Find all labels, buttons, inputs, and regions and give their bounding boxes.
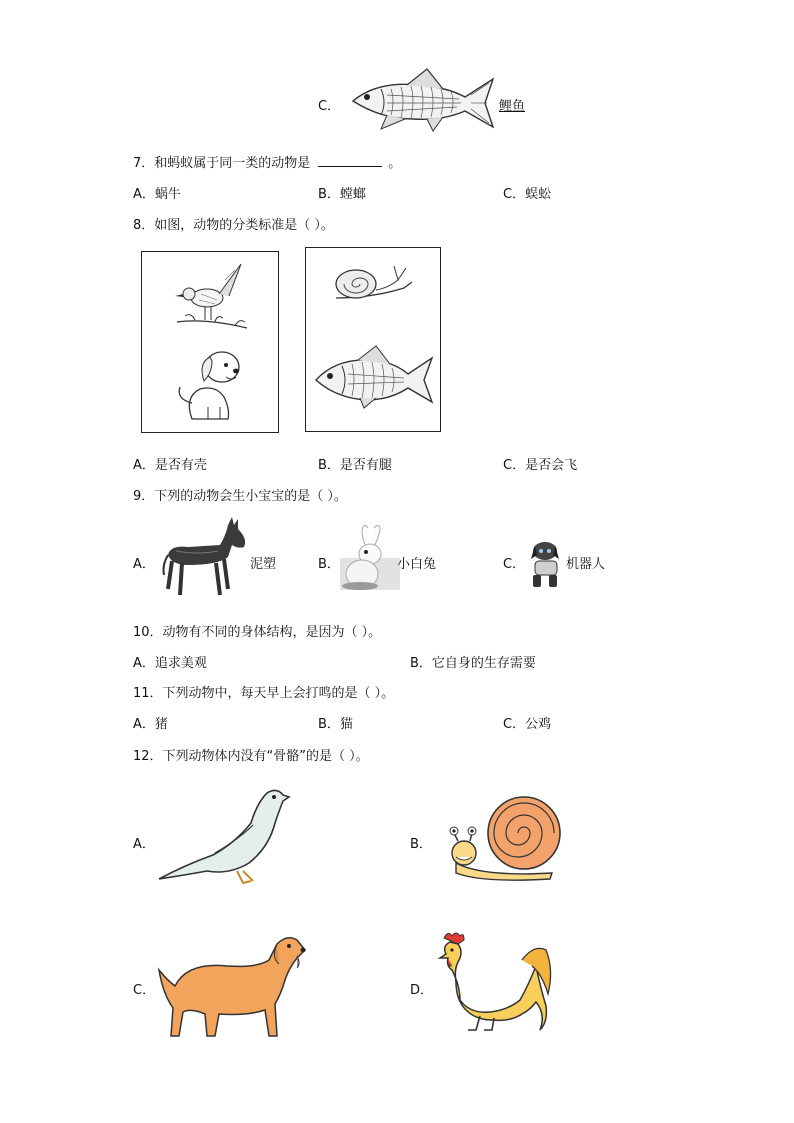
q9-option-b-label: 小白兔 — [397, 557, 437, 572]
q10-option-b[interactable]: B．它自身的生存需要 — [410, 656, 536, 671]
q11-option-c[interactable]: C．公鸡 — [503, 717, 552, 732]
fish-icon — [312, 346, 434, 410]
q12-option-b-letter[interactable]: B． — [410, 837, 432, 852]
robot-dog-icon — [525, 539, 565, 589]
q8-option-b[interactable]: B．是否有腿 — [318, 458, 392, 473]
q9-option-b-letter[interactable]: B． — [318, 557, 340, 572]
question-12: 12．下列动物体内没有“骨骼”的是（ ）。 — [133, 749, 369, 764]
puppy-icon — [170, 343, 250, 423]
q8-option-a[interactable]: A．是否有壳 — [133, 458, 207, 473]
q9-option-a-letter[interactable]: A． — [133, 557, 155, 572]
question-end: 。 — [388, 156, 402, 171]
rooster-icon — [436, 930, 556, 1034]
pigeon-icon — [155, 783, 295, 887]
q7-option-c[interactable]: C．蜈蚣 — [503, 187, 552, 202]
golden-dog-icon — [157, 924, 307, 1044]
question-8: 8．如图，动物的分类标准是（ ）。 — [133, 218, 334, 233]
question-7 — [133, 152, 401, 171]
option-letter: C． — [318, 99, 341, 114]
question-stem: 7．和蚂蚁属于同一类的动物是 — [133, 156, 311, 171]
clay-donkey-icon — [158, 515, 248, 601]
bird-on-branch-icon — [165, 260, 255, 340]
answer-blank[interactable] — [318, 154, 382, 167]
q12-option-c-letter[interactable]: C． — [133, 983, 156, 998]
question-9: 9．下列的动物会生小宝宝的是（ ）。 — [133, 489, 347, 504]
q12-option-a-letter[interactable]: A． — [133, 837, 155, 852]
white-rabbit-icon — [340, 524, 400, 590]
q11-option-a[interactable]: A．猪 — [133, 717, 168, 732]
question-10: 10．动物有不同的身体结构，是因为（ ）。 — [133, 625, 382, 640]
option-label: 鲤鱼 — [499, 99, 526, 114]
q7-option-b[interactable]: B．螳螂 — [318, 187, 366, 202]
carp-fish-icon — [347, 67, 497, 132]
q12-option-d-letter[interactable]: D． — [410, 983, 434, 998]
q11-option-b[interactable]: B．猫 — [318, 717, 353, 732]
snail-icon — [442, 793, 562, 883]
question-11: 11．下列动物中，每天早上会打鸣的是（ ）。 — [133, 686, 395, 701]
q9-option-a-label: 泥塑 — [250, 557, 277, 572]
snail-icon — [332, 258, 412, 302]
q9-option-c-letter[interactable]: C． — [503, 557, 526, 572]
q10-option-a[interactable]: A．追求美观 — [133, 656, 207, 671]
q9-option-c-label: 机器人 — [566, 557, 606, 572]
q7-option-a[interactable]: A．蜗牛 — [133, 187, 181, 202]
q8-option-c[interactable]: C．是否会飞 — [503, 458, 578, 473]
